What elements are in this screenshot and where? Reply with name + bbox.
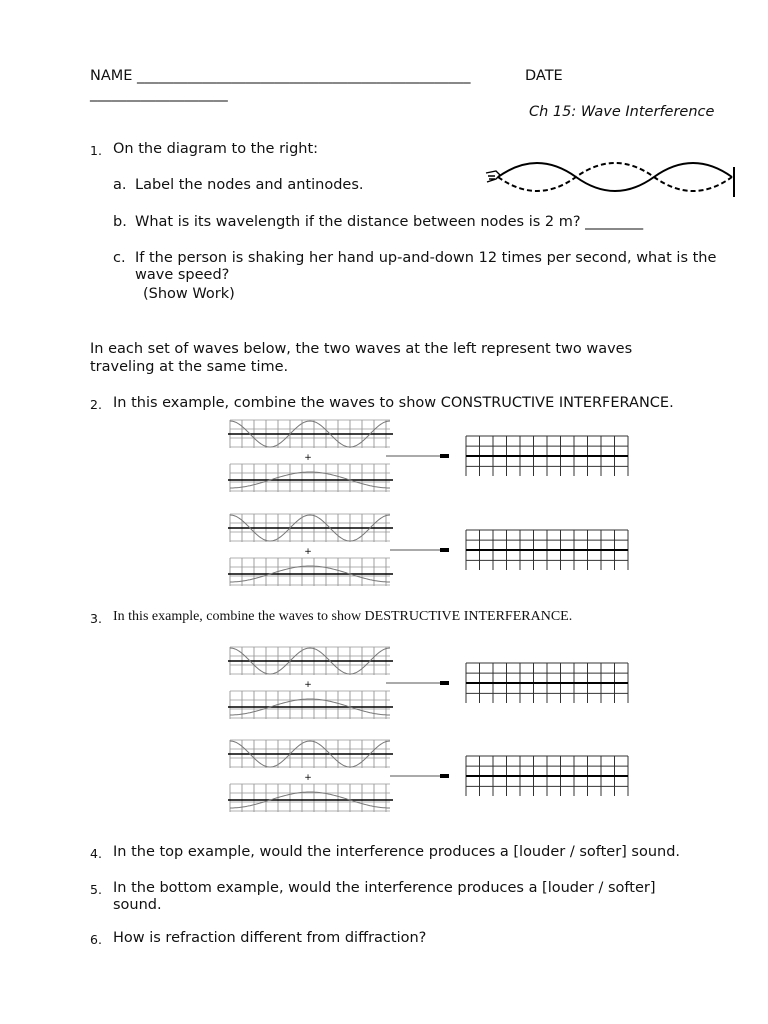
q3-number: 3.: [90, 611, 102, 626]
q5-text: In the bottom example, would the interference produces a [louder / softer] sound.: [113, 880, 656, 913]
q6-text: How is refraction different from diffraction?: [113, 930, 427, 946]
wave-b-grid: [230, 464, 390, 492]
q4-number: 4.: [90, 846, 102, 861]
wave-set-1: [228, 418, 648, 498]
date-label: DATE: [525, 68, 563, 84]
q1a-letter: a.: [113, 177, 127, 193]
svg-text:+: +: [304, 680, 312, 690]
arrow-head: [440, 454, 449, 458]
q1-number: 1.: [90, 143, 102, 158]
q1c-text: If the person is shaking her hand up-and-down 12 times per second, what is the wave speed?: [135, 250, 717, 283]
wave-set-4: [228, 738, 648, 818]
svg-text:+: +: [304, 453, 312, 463]
wave-b-grid: [230, 691, 390, 719]
q1c-letter: c.: [113, 250, 126, 266]
waves-intro: In each set of waves below, the two waves at the left represent two waves traveling at the same time.: [90, 341, 633, 375]
q1a-text: Label the nodes and antinodes.: [135, 177, 364, 193]
date-line: ___________________: [90, 86, 228, 102]
q1b-text: What is its wavelength if the distance between nodes is 2 m? ________: [135, 214, 644, 230]
wave-b-grid: [230, 784, 390, 812]
hand-icon: [486, 171, 500, 182]
q2-text: In this example, combine the waves to show CONSTRUCTIVE INTERFERANCE.: [113, 395, 674, 411]
svg-text:+: +: [304, 773, 312, 783]
wave-set-2: [228, 512, 648, 592]
q4-text: In the top example, would the interference produces a [louder / softer] sound.: [113, 844, 681, 860]
arrow-head: [440, 548, 449, 552]
q6-number: 6.: [90, 932, 102, 947]
arrow-head: [440, 774, 449, 778]
standing-wave-diagram: [484, 155, 736, 199]
svg-text:+: +: [304, 547, 312, 557]
q2-number: 2.: [90, 397, 102, 412]
name-label: NAME ______________________________________________: [90, 68, 471, 84]
q5-number: 5.: [90, 882, 102, 897]
wave-set-3: [228, 645, 648, 725]
arrow-head: [440, 681, 449, 685]
q3-text: In this example, combine the waves to show DESTRUCTIVE INTERFERANCE.: [113, 609, 573, 624]
chapter-title: Ch 15: Wave Interference: [529, 104, 715, 120]
q1-text: On the diagram to the right:: [113, 141, 319, 157]
q1b-letter: b.: [113, 214, 127, 230]
wave-b-grid: [230, 558, 390, 586]
q1c-show-work: (Show Work): [143, 286, 235, 302]
